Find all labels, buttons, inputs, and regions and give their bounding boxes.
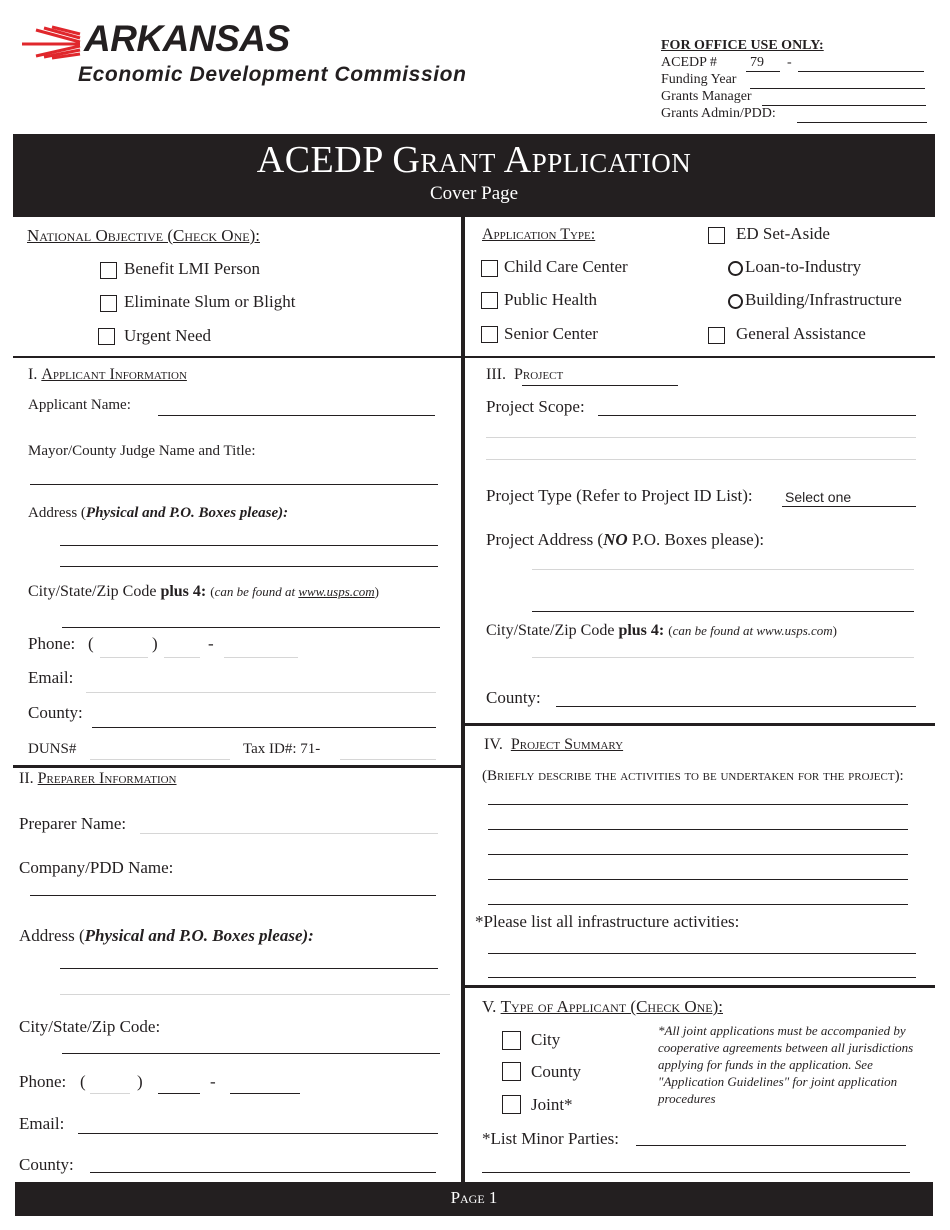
applicant-heading: I. Applicant Information <box>28 366 187 383</box>
app-type-senior: Senior Center <box>504 324 598 343</box>
summary-heading: IV. Project Summary <box>484 736 624 753</box>
project-scope-field[interactable] <box>598 415 916 416</box>
applicant-phone-area[interactable] <box>100 657 148 658</box>
divider-applicant-preparer <box>13 765 461 768</box>
preparer-phone-dash: - <box>210 1072 216 1091</box>
preparer-city-field[interactable] <box>62 1053 440 1054</box>
applicant-type-checkbox-joint[interactable] <box>502 1095 521 1114</box>
project-county-label: County: <box>486 688 541 707</box>
applicant-address-field-1[interactable] <box>60 545 438 546</box>
divider-summary-type <box>465 985 935 988</box>
applicant-phone-open: ( <box>88 634 94 653</box>
preparer-phone-open: ( <box>80 1072 86 1091</box>
applicant-type-checkbox-city[interactable] <box>502 1031 521 1050</box>
infrastructure-field-1[interactable] <box>488 953 916 954</box>
preparer-phone-line[interactable] <box>230 1093 300 1094</box>
project-address-field-1[interactable] <box>532 569 914 570</box>
mayor-label: Mayor/County Judge Name and Title: <box>28 443 256 459</box>
company-label: Company/PDD Name: <box>19 858 174 877</box>
infrastructure-label: *Please list all infrastructure activities: <box>475 912 740 931</box>
applicant-city-field[interactable] <box>62 627 440 628</box>
applicant-name-label: Applicant Name: <box>28 397 131 413</box>
funding-year-field[interactable] <box>750 88 925 89</box>
app-type-general: General Assistance <box>736 324 866 343</box>
app-type-checkbox-childcare[interactable] <box>481 260 498 277</box>
duns-label: DUNS# <box>28 741 77 757</box>
app-type-childcare: Child Care Center <box>504 257 628 276</box>
preparer-name-label: Preparer Name: <box>19 814 127 833</box>
page-title: ACEDP Grant Application <box>256 139 692 181</box>
app-type-checkbox-general[interactable] <box>708 327 725 344</box>
summary-field-1[interactable] <box>488 804 908 805</box>
acedp-suffix-field[interactable] <box>798 71 924 72</box>
applicant-name-field[interactable] <box>158 415 435 416</box>
project-county-field[interactable] <box>556 706 916 707</box>
page-subtitle: Cover Page <box>429 183 519 204</box>
minor-parties-label: *List Minor Parties: <box>482 1129 619 1148</box>
preparer-address-field-2[interactable] <box>60 994 450 995</box>
applicant-type-city: City <box>531 1030 561 1049</box>
preparer-county-label: County: <box>19 1155 74 1174</box>
app-type-building: Building/Infrastructure <box>745 290 902 309</box>
objective-checkbox-urgent[interactable] <box>98 328 115 345</box>
applicant-phone-label: Phone: <box>28 634 76 653</box>
applicant-phone-line[interactable] <box>224 657 298 658</box>
project-city-label: City/State/Zip Code plus 4: (can be found at www.usps.com) <box>486 622 838 639</box>
preparer-heading: II. Preparer Information <box>19 770 177 787</box>
tax-id-label: Tax ID#: 71- <box>243 741 321 757</box>
grants-manager-label: Grants Manager <box>661 89 752 104</box>
preparer-name-field[interactable] <box>140 833 438 834</box>
grants-admin-label: Grants Admin/PDD: <box>661 106 776 121</box>
project-address-label: Project Address (NO P.O. Boxes please): <box>486 530 765 549</box>
joint-application-note: *All joint applications must be accompanied by cooperative agreements between all jurisdictions applying for funds in the application. See "Application Guidelines" for joint application procedures <box>658 1023 914 1106</box>
mayor-field[interactable] <box>30 484 438 485</box>
preparer-county-field[interactable] <box>90 1172 436 1173</box>
preparer-phone-close: ) <box>137 1072 143 1091</box>
funding-year-label: Funding Year <box>661 72 737 87</box>
application-type-heading: Application Type: <box>482 226 596 243</box>
project-heading: III. Project <box>486 366 564 383</box>
applicant-address-field-2[interactable] <box>60 566 438 567</box>
grants-manager-field[interactable] <box>762 105 926 106</box>
brand-logo-text: ARKANSAS <box>84 18 290 59</box>
applicant-phone-close: ) <box>152 634 158 653</box>
applicant-phone-prefix[interactable] <box>164 657 200 658</box>
project-city-field[interactable] <box>532 657 914 658</box>
objective-option-lmi: Benefit LMI Person <box>124 259 260 278</box>
applicant-type-joint: Joint* <box>531 1095 573 1114</box>
acedp-dash: - <box>787 55 792 70</box>
project-scope-label: Project Scope: <box>486 397 585 416</box>
app-type-checkbox-ed[interactable] <box>708 227 725 244</box>
tax-id-field[interactable] <box>340 759 436 760</box>
app-type-checkbox-senior[interactable] <box>481 326 498 343</box>
grants-admin-field[interactable] <box>797 122 927 123</box>
applicant-email-label: Email: <box>28 668 74 687</box>
commission-name: Economic Development Commission <box>78 63 467 86</box>
applicant-phone-dash: - <box>208 634 214 653</box>
office-use-title: FOR OFFICE USE ONLY: <box>661 38 824 53</box>
project-scope-field-2[interactable] <box>486 437 916 438</box>
page-number: Page 1 <box>450 1188 498 1207</box>
project-scope-field-3[interactable] <box>486 459 916 460</box>
summary-field-2[interactable] <box>488 829 908 830</box>
preparer-address-field-1[interactable] <box>60 968 438 969</box>
objective-option-slum: Eliminate Slum or Blight <box>124 292 296 311</box>
divider-objective <box>13 356 935 358</box>
applicant-type-checkbox-county[interactable] <box>502 1062 521 1081</box>
app-type-radio-building[interactable] <box>728 294 743 309</box>
summary-field-5[interactable] <box>488 904 908 905</box>
preparer-phone-prefix[interactable] <box>158 1093 200 1094</box>
app-type-checkbox-health[interactable] <box>481 292 498 309</box>
preparer-phone-label: Phone: <box>19 1072 67 1091</box>
objective-option-urgent: Urgent Need <box>124 326 212 345</box>
minor-parties-field-1[interactable] <box>636 1145 906 1146</box>
acedp-number[interactable]: 79 <box>750 55 764 70</box>
app-type-radio-loan[interactable] <box>728 261 743 276</box>
minor-parties-field-2[interactable] <box>482 1172 910 1173</box>
project-address-field-2[interactable] <box>532 611 914 612</box>
preparer-email-field[interactable] <box>78 1133 438 1134</box>
project-type-select[interactable]: Select one <box>785 489 852 505</box>
app-type-health: Public Health <box>504 290 598 309</box>
applicant-county-label: County: <box>28 703 83 722</box>
applicant-type-heading: V. Type of Applicant (Check One): <box>482 997 723 1016</box>
usps-link[interactable]: www.usps.com <box>298 584 375 599</box>
acedp-label: ACEDP # <box>661 55 717 70</box>
summary-field-4[interactable] <box>488 879 908 880</box>
applicant-county-field[interactable] <box>92 727 436 728</box>
summary-field-3[interactable] <box>488 854 908 855</box>
applicant-address-label: Address (Physical and P.O. Boxes please): <box>28 505 289 521</box>
center-divider <box>461 217 465 1182</box>
applicant-email-field[interactable] <box>86 692 436 693</box>
divider-project-summary <box>465 723 935 726</box>
app-type-loan: Loan-to-Industry <box>745 257 862 276</box>
arkansas-logo-arrow <box>20 24 82 60</box>
preparer-email-label: Email: <box>19 1114 65 1133</box>
summary-instructions: (Briefly describe the activities to be undertaken for the project): <box>482 768 904 784</box>
objective-checkbox-slum[interactable] <box>100 295 117 312</box>
app-type-ed: ED Set-Aside <box>736 224 830 243</box>
objective-checkbox-lmi[interactable] <box>100 262 117 279</box>
preparer-address-label: Address (Physical and P.O. Boxes please): <box>19 926 314 945</box>
project-type-label: Project Type (Refer to Project ID List): <box>486 486 753 505</box>
national-objective-heading: National Objective (Check One): <box>27 226 260 245</box>
infrastructure-field-2[interactable] <box>488 977 916 978</box>
preparer-city-label: City/State/Zip Code: <box>19 1017 161 1036</box>
applicant-type-county: County <box>531 1062 582 1081</box>
applicant-city-label: City/State/Zip Code plus 4: (can be found at www.usps.com) <box>28 583 380 600</box>
company-field[interactable] <box>30 895 436 896</box>
preparer-phone-area[interactable] <box>90 1093 130 1094</box>
duns-field[interactable] <box>90 759 230 760</box>
